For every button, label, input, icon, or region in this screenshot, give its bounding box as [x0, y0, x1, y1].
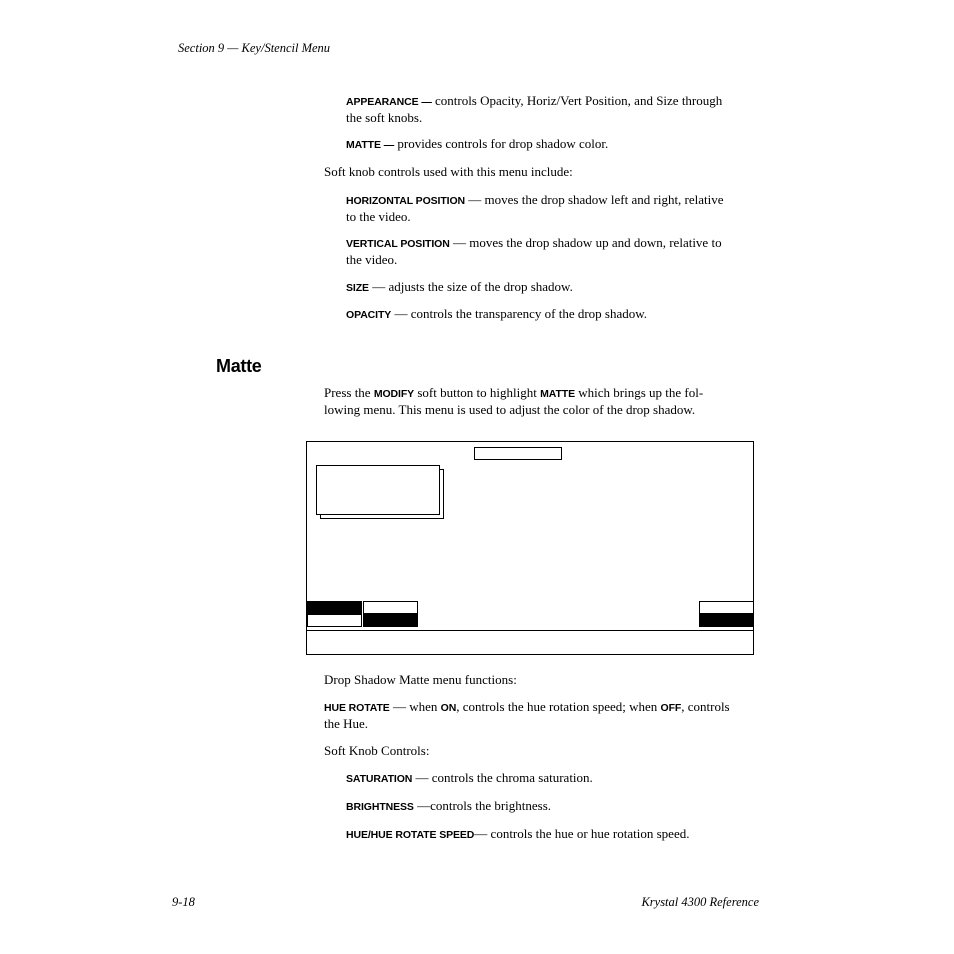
soft-knob-controls-intro: Soft Knob Controls: [324, 743, 430, 758]
soft-knob-opacity: OPACITY — controls the transparency of the drop shadow. [346, 306, 648, 321]
soft-button-1-bottom [307, 614, 362, 627]
soft-knob-horizontal: HORIZONTAL POSITION — moves the drop shadow left and right, relative to the video. [346, 192, 724, 224]
menu-title-box [474, 447, 562, 460]
soft-button-1-top [307, 601, 362, 614]
keyword-matte: MATTE — [346, 139, 395, 151]
soft-knob-intro: Soft knob controls used with this menu include: [324, 164, 573, 179]
drop-shadow-matte-menu-diagram [306, 441, 754, 655]
matte-item: MATTE — provides controls for drop shadow color. [346, 136, 609, 151]
soft-button-2-top [363, 601, 418, 614]
soft-button-8-top [699, 601, 754, 614]
hue-rotate-item: HUE ROTATE — when ON, controls the hue rotation speed; when OFF, controls the Hue. [324, 699, 730, 731]
control-saturation: SATURATION — controls the chroma saturation. [346, 770, 593, 785]
functions-intro: Drop Shadow Matte menu functions: [324, 672, 517, 687]
soft-button-8-bottom [699, 614, 754, 627]
value-panel [316, 465, 440, 515]
matte-intro-paragraph: Press the MODIFY soft button to highlight MATTE which brings up the fol- lowing menu. This menu is used to adjust the color of the drop shadow. [324, 385, 704, 417]
book-title: Krystal 4300 Reference [641, 895, 759, 909]
soft-knob-size: SIZE — adjusts the size of the drop shadow. [346, 279, 573, 294]
keyword-appearance: APPEARANCE — [346, 96, 432, 108]
status-line-divider [307, 630, 753, 631]
section-heading-matte: Matte [216, 356, 262, 376]
running-header: Section 9 — Key/Stencil Menu [178, 41, 331, 55]
appearance-item: APPEARANCE — controls Opacity, Horiz/Vert Position, and Size through the soft knobs. [346, 93, 723, 125]
soft-knob-vertical: VERTICAL POSITION — moves the drop shadow up and down, relative to the video. [346, 235, 722, 267]
page-number: 9-18 [172, 895, 195, 909]
control-brightness: BRIGHTNESS —controls the brightness. [346, 798, 552, 813]
soft-button-2-bottom [363, 614, 418, 627]
control-hue-rotate-speed: HUE/HUE ROTATE SPEED— controls the hue or hue rotation speed. [346, 826, 690, 841]
